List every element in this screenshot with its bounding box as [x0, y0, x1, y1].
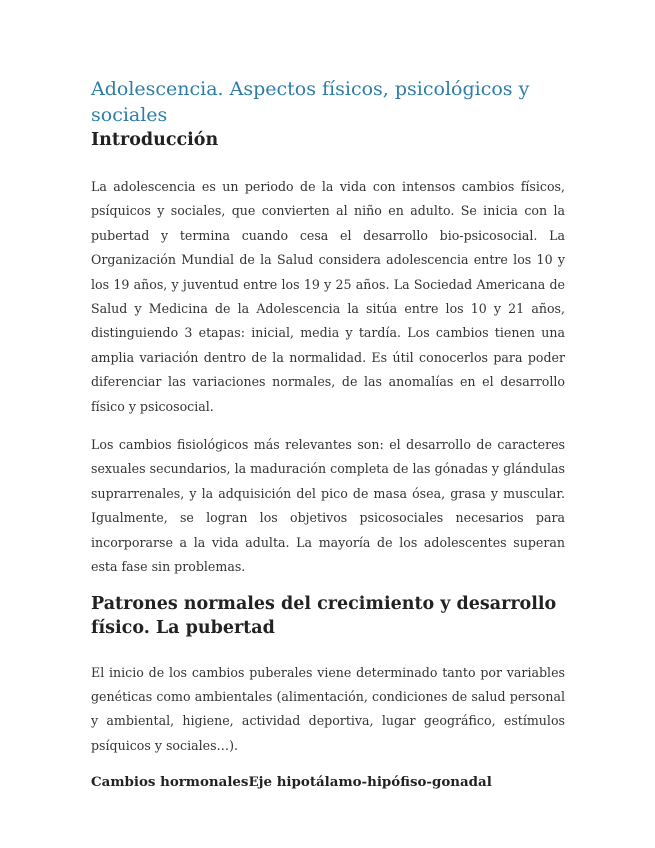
document-title: Adolescencia. Aspectos físicos, psicológicos y sociales: [91, 78, 530, 126]
paragraph-intro-1: La adolescencia es un periodo de la vida con intensos cambios físicos, psíquicos y sociales, que convierten al niño en adulto. Se inicia con la pubertad y termina cuando cesa el desarrollo bio-psicosocial. La Organización Mundial de la Salud considera adolescencia entre los 10 y los 19 años, y juventud entre los 19 y 25 años. La Sociedad Americana de Salud y Medicina de la Adolescencia la sitúa entre los 10 y 21 años, distinguiendo 3 etapas: inicial, media y tardía. Los cambios tienen una amplia variación dentro de la normalidad. Es útil conocerlos para poder diferenciar las variaciones normales, de las anomalías en el desarrollo físico y psicosocial.: [91, 179, 565, 414]
paragraph-intro-2: Los cambios fisiológicos más relevantes son: el desarrollo de caracteres sexuales secundarios, la maduración completa de las gónadas y glándulas suprarrenales, y la adquisición del pico de masa ósea, grasa y muscular. Igualmente, se logran los objetivos psicosociales necesarios para incorporarse a la vida adulta. La mayoría de los adolescentes superan esta fase sin problemas.: [91, 437, 565, 575]
section-heading-introduccion: Introducción: [91, 130, 219, 150]
subheading-cambios-hormonales: Cambios hormonalesEje hipotálamo-hipófiso-gonadal: [91, 774, 492, 791]
section-heading-patrones: Patrones normales del crecimiento y desarrollo físico. La pubertad: [91, 593, 557, 638]
document-page: [91, 76, 565, 792]
paragraph-patrones-1: El inicio de los cambios puberales viene determinado tanto por variables genéticas como ambientales (alimentación, condiciones de salud personal y ambiental, higiene, actividad deportiva, lugar geográfico, estímulos psíquicos y sociales…).: [91, 664, 565, 753]
